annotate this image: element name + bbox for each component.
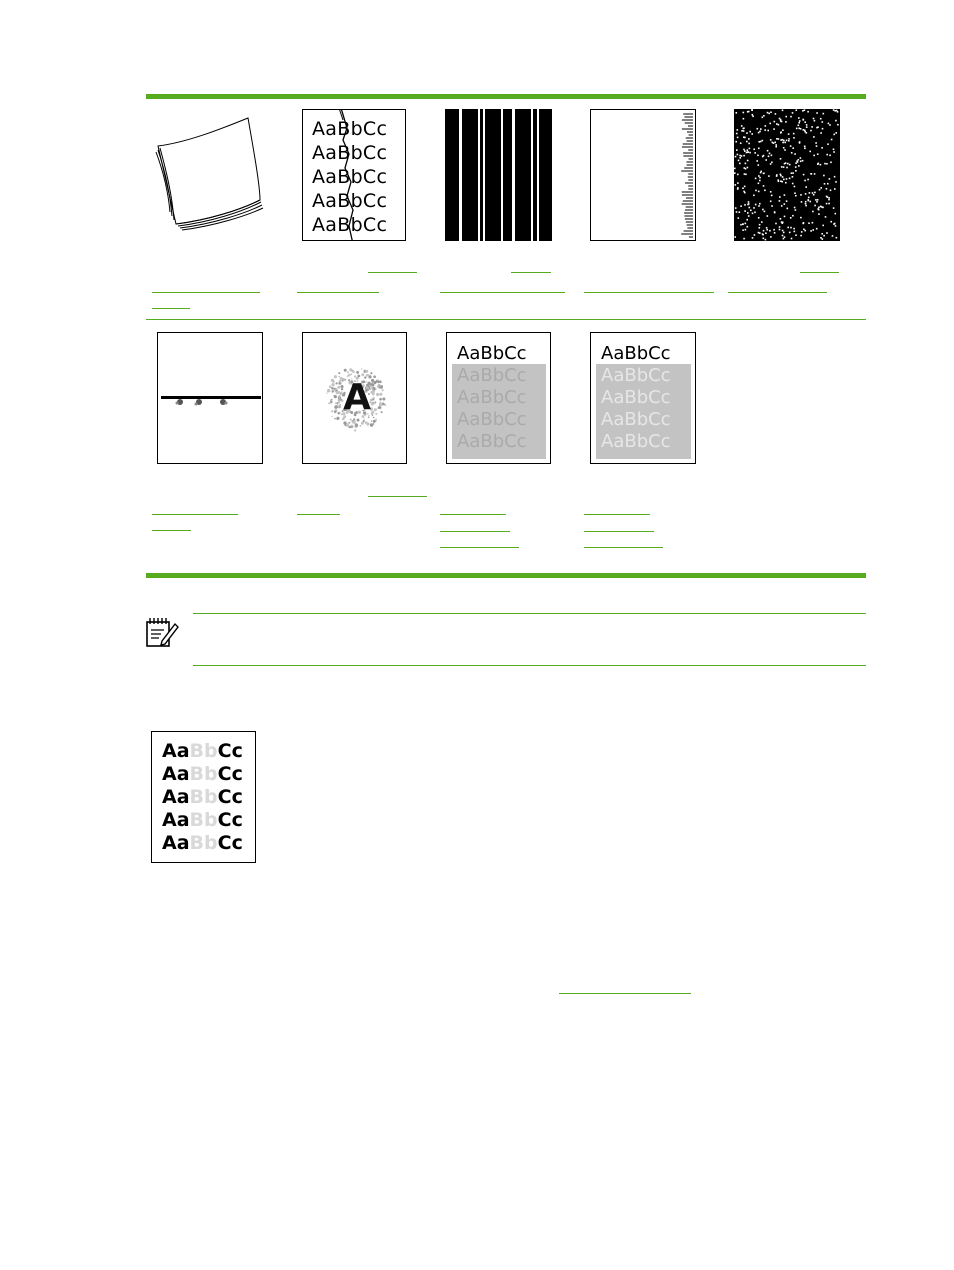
sample-text: Bb [189,740,218,762]
toner-scatter-icon [302,332,407,464]
jagged-edge-icon [590,109,696,241]
sample-text: AaBbCc [457,365,527,386]
sample-row [162,809,243,832]
link-underline[interactable] [152,514,238,515]
sample-text: Cc [217,763,243,785]
vertical-lines-icon [445,109,552,241]
link-underline[interactable] [511,272,551,273]
sample-text: Aa [162,740,190,762]
link-underline[interactable] [297,514,340,515]
sample-row [162,832,243,855]
row-divider [146,319,866,320]
sample-text: Cc [217,786,243,808]
sample-text: Aa [162,832,190,854]
sample-header: AaBbCc [601,343,671,364]
gray-background-icon [446,332,551,464]
link-underline[interactable] [800,272,839,273]
link-underline[interactable] [152,308,190,309]
link-underline[interactable] [440,531,510,532]
light-print-sample-icon [151,731,256,863]
sample-text: Aa [162,763,190,785]
sample-text: Cc [217,809,243,831]
link-underline[interactable] [584,514,650,515]
sample-row [162,786,243,809]
sample-text: Bb [189,786,218,808]
sample-row [162,740,243,763]
sample-row [162,763,243,786]
scatter-glyph: A [343,377,371,418]
sample-text: Bb [189,763,218,785]
note-bottom-rule [193,665,866,666]
link-underline[interactable] [584,547,663,548]
sample-text: Aa [162,809,190,831]
sample-text: AaBbCc [457,387,527,408]
sample-text: AaBbCc [312,166,388,188]
sample-header: AaBbCc [457,343,527,364]
torn-page-icon [302,109,406,241]
sample-text: AaBbCc [601,387,671,408]
table-top-rule [146,94,866,99]
sample-text: AaBbCc [312,118,388,140]
sample-text: AaBbCc [601,365,671,386]
note-icon [144,615,180,651]
sample-text: AaBbCc [312,190,388,212]
curled-paper-icon [150,112,266,234]
link-underline[interactable] [440,547,519,548]
sample-text: Bb [189,809,218,831]
speckles-icon [734,109,840,241]
note-top-rule [193,613,866,614]
sample-text: AaBbCc [601,431,671,452]
sample-text: Bb [189,832,218,854]
sample-text: AaBbCc [457,409,527,430]
link-underline[interactable] [152,530,191,531]
sample-text: AaBbCc [312,142,388,164]
link-underline[interactable] [728,292,827,293]
link-underline[interactable] [297,292,379,293]
link-underline[interactable] [368,496,427,497]
link-underline[interactable] [584,531,654,532]
sample-text: Cc [217,740,243,762]
gray-background-icon [590,332,696,464]
table-bottom-rule [146,573,866,578]
sample-text: AaBbCc [312,214,388,236]
sample-text: AaBbCc [601,409,671,430]
link-underline[interactable] [368,272,417,273]
link-underline[interactable] [152,292,260,293]
sample-text: Cc [217,832,243,854]
sample-text: Aa [162,786,190,808]
sample-text: AaBbCc [457,431,527,452]
link-underline[interactable] [559,993,691,994]
link-underline[interactable] [440,292,565,293]
horizontal-line-smear-icon [157,332,263,464]
link-underline[interactable] [440,514,506,515]
link-underline[interactable] [584,292,714,293]
